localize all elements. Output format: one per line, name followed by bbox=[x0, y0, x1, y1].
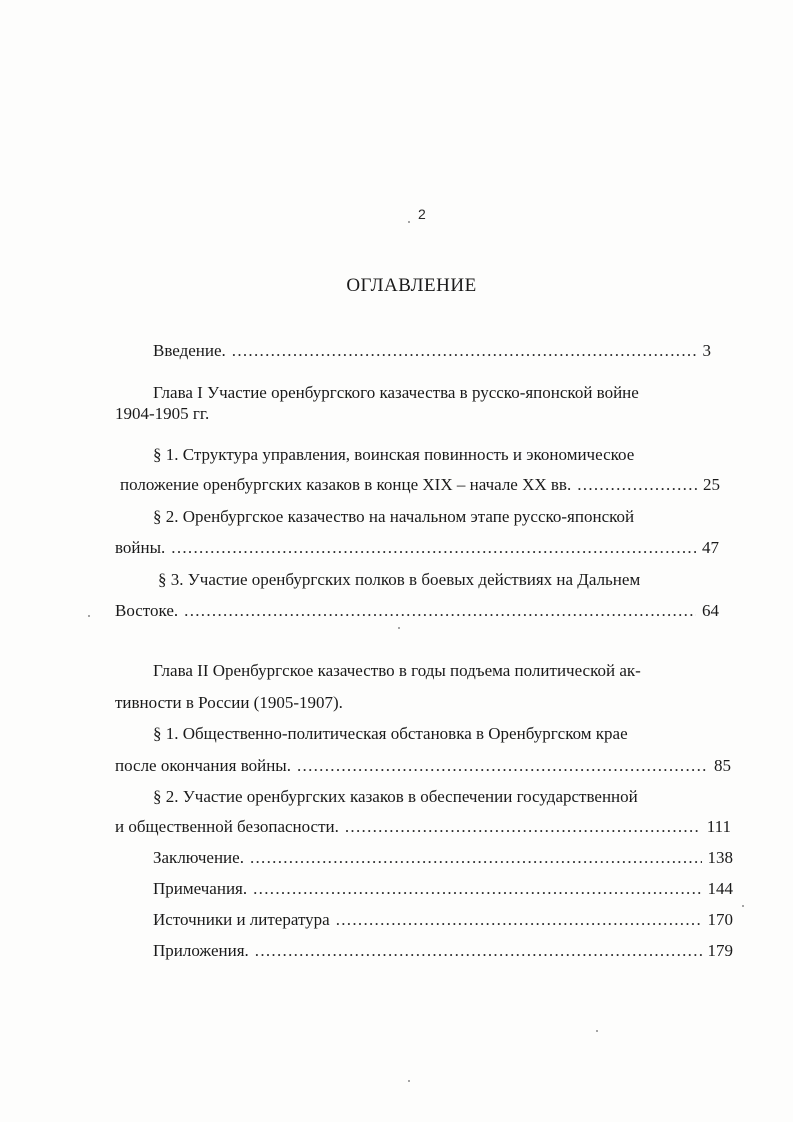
toc-entry-appendices bbox=[153, 941, 733, 961]
toc-entry-label: Источники и литература bbox=[153, 910, 330, 929]
scan-speck bbox=[408, 1080, 410, 1082]
toc-entry-page: 47 bbox=[702, 538, 719, 557]
ch2-section-1-line-1: § 1. Общественно-политическая обстановка в Оренбургском крае bbox=[153, 724, 628, 743]
toc-entry-label: Введение. bbox=[153, 341, 226, 360]
ch1-section-2-line-1: § 2. Оренбургское казачество на начальном этапе русско-японской bbox=[153, 507, 635, 526]
toc-entry-page: 25 bbox=[703, 475, 720, 494]
ch2-section-2-entry bbox=[115, 817, 731, 837]
toc-entry-label: положение оренбургских казаков в конце XIX – начале XX вв. bbox=[120, 475, 572, 494]
leader-dots bbox=[345, 817, 701, 837]
ch1-section-1-line-1: § 1. Структура управления, воинская повинность и экономическое bbox=[153, 445, 635, 464]
scan-speck bbox=[596, 1030, 598, 1032]
ch1-section-3-entry bbox=[115, 601, 719, 621]
toc-entry-page: 3 bbox=[702, 341, 711, 360]
scan-speck bbox=[398, 627, 400, 629]
leader-dots bbox=[253, 879, 701, 899]
toc-entry-label: войны. bbox=[115, 538, 166, 557]
ch1-section-3-line-1: § 3. Участие оренбургских полков в боевых действиях на Дальнем bbox=[158, 570, 641, 589]
toc-entry-page: 138 bbox=[707, 848, 733, 867]
toc-entry-label: после окончания войны. bbox=[115, 756, 291, 775]
chapter-1-heading-line-2: 1904-1905 гг. bbox=[115, 404, 210, 423]
scan-speck bbox=[88, 615, 90, 617]
leader-dots bbox=[255, 941, 702, 961]
ch1-section-2-entry bbox=[115, 538, 719, 558]
ch2-section-2-line-1: § 2. Участие оренбургских казаков в обеспечении государственной bbox=[153, 787, 638, 806]
toc-entry-page: 144 bbox=[707, 879, 733, 898]
toc-entry-notes bbox=[153, 879, 733, 899]
toc-entry-page: 179 bbox=[707, 941, 733, 960]
chapter-2-heading-line-2: тивности в России (1905-1907). bbox=[115, 693, 343, 712]
leader-dots bbox=[577, 475, 697, 495]
leader-dots bbox=[171, 538, 696, 558]
toc-entry-sources bbox=[153, 910, 733, 930]
toc-entry-intro bbox=[153, 341, 711, 361]
leader-dots bbox=[232, 341, 697, 361]
page-number: 2 bbox=[418, 206, 426, 222]
chapter-2-heading-line-1: Глава II Оренбургское казачество в годы подъема политической ак- bbox=[153, 661, 641, 680]
scan-speck bbox=[408, 221, 410, 223]
toc-entry-page: 111 bbox=[706, 817, 731, 836]
chapter-1-heading-line-1: Глава I Участие оренбургского казачества в русско-японской войне bbox=[153, 383, 639, 402]
toc-entry-label: Приложения. bbox=[153, 941, 249, 960]
leader-dots bbox=[297, 756, 708, 776]
toc-entry-page: 64 bbox=[702, 601, 719, 620]
leader-dots bbox=[336, 910, 702, 930]
toc-entry-page: 170 bbox=[707, 910, 733, 929]
scan-speck bbox=[742, 905, 744, 907]
ch1-section-1-entry bbox=[120, 475, 720, 495]
leader-dots bbox=[184, 601, 696, 621]
toc-entry-label: и общественной безопасности. bbox=[115, 817, 339, 836]
toc-entry-label: Востоке. bbox=[115, 601, 179, 620]
toc-entry-conclusion bbox=[153, 848, 733, 868]
toc-title: ОГЛАВЛЕНИЕ bbox=[346, 275, 477, 296]
ch2-section-1-entry bbox=[115, 756, 731, 776]
toc-entry-label: Заключение. bbox=[153, 848, 244, 867]
toc-entry-page: 85 bbox=[714, 756, 731, 775]
leader-dots bbox=[250, 848, 702, 868]
toc-entry-label: Примечания. bbox=[153, 879, 248, 898]
